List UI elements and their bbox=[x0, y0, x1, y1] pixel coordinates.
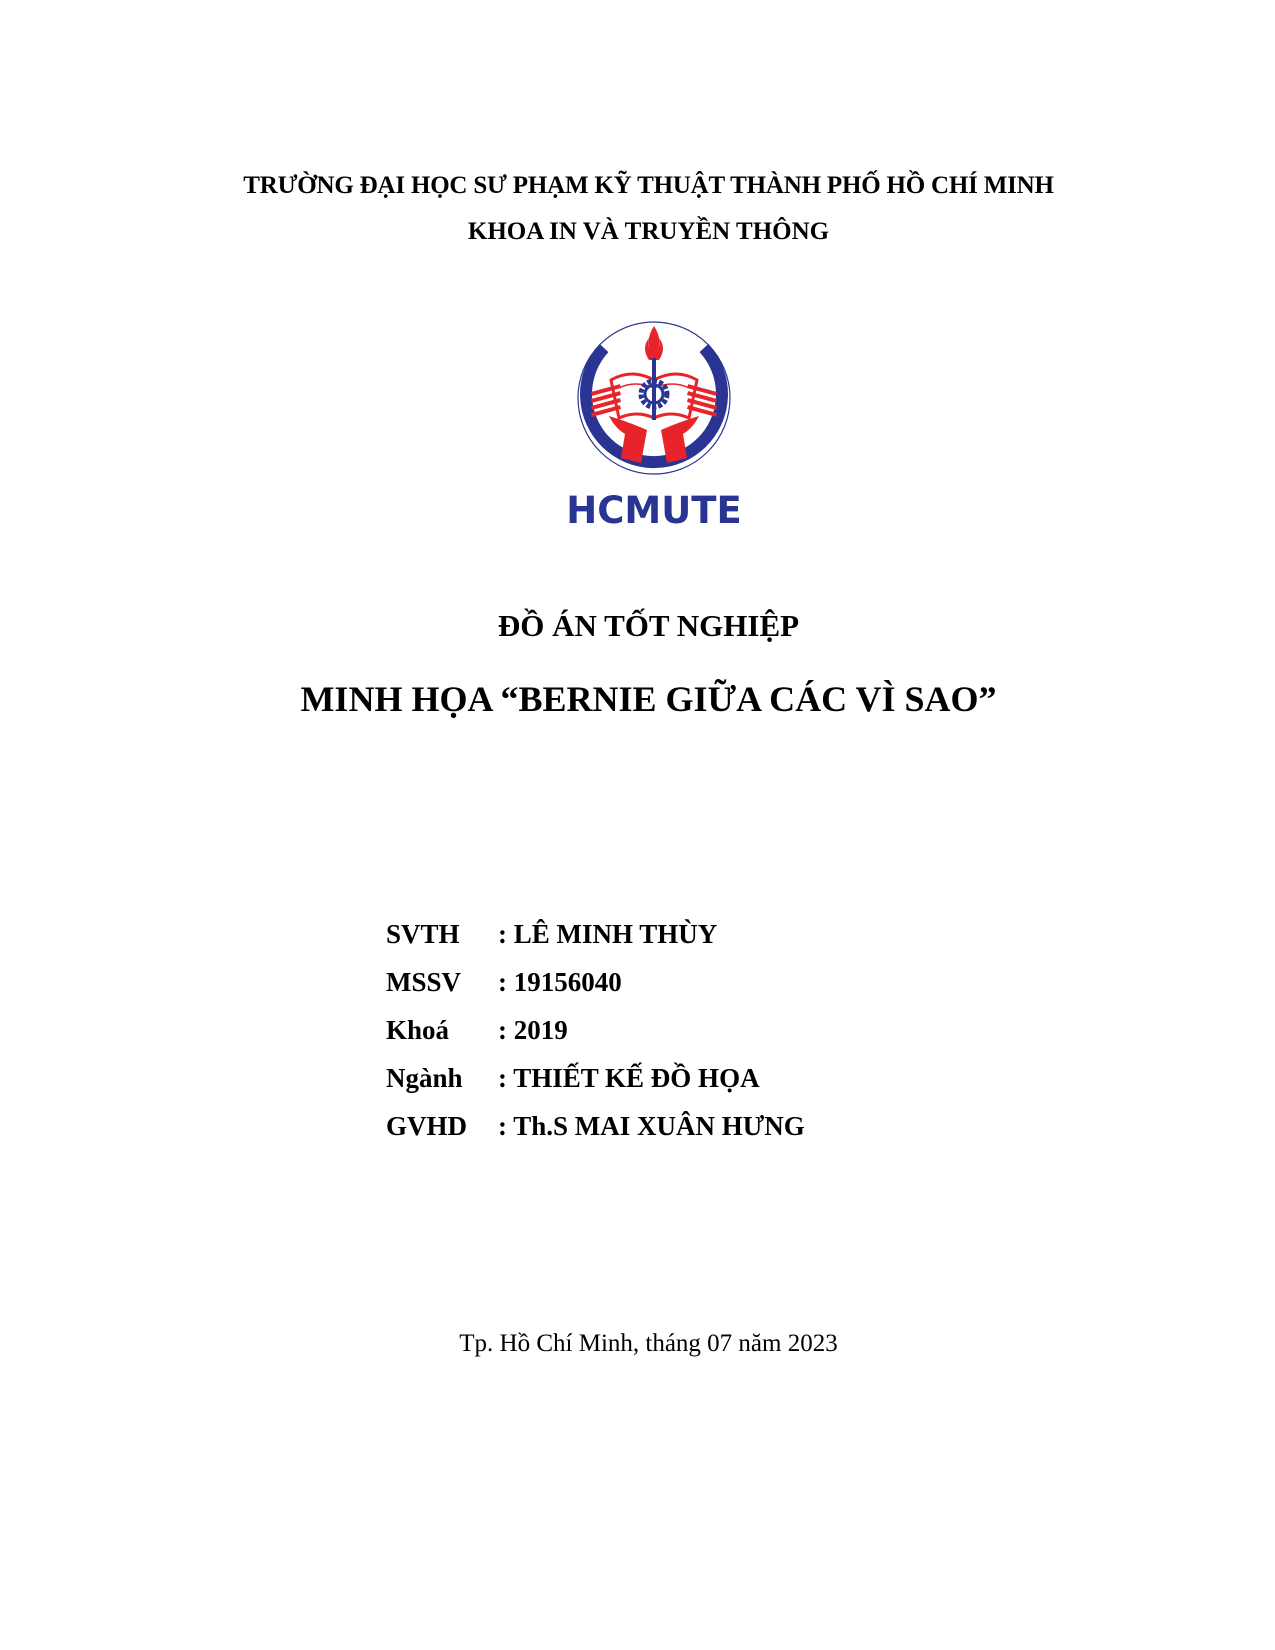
info-label: MSSV bbox=[386, 967, 462, 997]
info-row-svth bbox=[386, 910, 805, 958]
info-row-nganh bbox=[386, 1054, 805, 1102]
university-logo bbox=[569, 318, 739, 533]
info-label: SVTH bbox=[386, 919, 460, 949]
faculty-name: KHOA IN VÀ TRUYỀN THÔNG bbox=[467, 218, 830, 245]
info-value: : LÊ MINH THÙY bbox=[498, 919, 718, 949]
info-value: : 2019 bbox=[498, 1015, 568, 1045]
info-row-khoa bbox=[386, 1006, 805, 1054]
logo-text: HCMUTE bbox=[569, 489, 739, 532]
info-label: Ngành bbox=[386, 1063, 463, 1093]
document-type: ĐỒ ÁN TỐT NGHIỆP bbox=[497, 608, 800, 643]
info-row-mssv bbox=[386, 958, 805, 1006]
place-date: Tp. Hồ Chí Minh, tháng 07 năm 2023 bbox=[459, 1330, 838, 1357]
info-value: : THIẾT KẾ ĐỒ HỌA bbox=[498, 1063, 760, 1093]
hcmute-logo-icon bbox=[569, 318, 739, 533]
document-title: MINH HỌA “BERNIE GIỮA CÁC VÌ SAO” bbox=[300, 679, 997, 719]
info-value: : 19156040 bbox=[498, 967, 622, 997]
info-label: GVHD bbox=[386, 1111, 467, 1141]
info-value: : Th.S MAI XUÂN HƯNG bbox=[498, 1111, 805, 1141]
school-name: TRƯỜNG ĐẠI HỌC SƯ PHẠM KỸ THUẬT THÀNH PHỐ HỒ CHÍ MINH bbox=[243, 172, 1054, 199]
student-info bbox=[386, 910, 805, 1150]
info-label: Khoá bbox=[386, 1015, 450, 1045]
info-row-gvhd bbox=[386, 1102, 805, 1150]
